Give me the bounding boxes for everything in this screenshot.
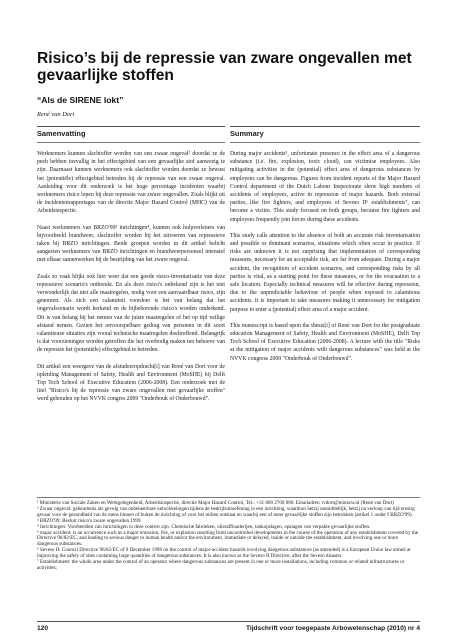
left-column xyxy=(37,126,225,412)
footnote: ⁷ Establishment: the whole area under the control of an operator where dangerous substances are present in one or more installations, including common or related infrastructures or activities; xyxy=(37,559,405,571)
footnote: ⁵ major accident: is an occurrence such as a major emission, fire, or explosion resulting from uncontrolled developments in the course of the operation of any establishment covered by the Directive 96/82/EC, and leading to serious danger to human health and/or the environment, immediate or delayed, inside or outside the establishment, and involving one or more dangerous substances. xyxy=(37,529,419,548)
footnote: ² Zwaar ongeval: gebeurtenis als gevolg van onbeheerbare ontwikkelingen tijdens de bedrijfsuitoefening in een inrichting, waardoor hetzij onmiddellijk, hetzij na verloop van tijd ernstig gevaar voor de gezondheid van de mens binnen of buiten de inrichting of voor het milieu ontstaat en waarbij een of meer gevaarlijke stoffen zijn betrokken (artikel 1 onder f BRZO'99). xyxy=(37,505,415,518)
paragraph: This manuscript is based upon the thesis[i] of René van Dort for the postgraduate education Management of Safety, Health and Environment (MoSHE), Delft Top Tech School of Executive Education (2006-2008). A lecture with the title "Risks at the mitigation of major accidents with dangerous substances" was held at the NVVK congress 2009 "Onderbouk of Onderbouwd". xyxy=(230,322,420,362)
paragraph: Zoals zo vaak blijkt ook hier weer dat een goede risico-inventarisatie van deze repressieve scenario's ontbreekt. En als deze risico's onbekend zijn is het niet verwonderlijk dat niet alle maatregelen, nodig voor een aanvaardbaar risico, zijn genomen. Als zich een calamiteit voordoet is het van belang dat het ongevalscenario wordt herkend en de bijbehorende risico's worden onderkend. Dit is van belang bij het nemen van de juiste maatregelen of het op tijd veilige afstand nemen. Gezien het onvoorspelbare gedrag van personen in dit soort calamiteuze situaties zijn vooral technische maatregelen doeltreffend. Belangrijk is dat voorzieningen worden getroffen die het overbodig maken ten behoeve van de repressie het (potentiële) effectgebied te betreden. xyxy=(37,273,225,354)
section-heading-summary: Summary xyxy=(230,126,420,143)
footnotes xyxy=(37,497,420,572)
footnote: ⁶ Seveso II: Council Directive 96/82/EC of 9 December 1996 on the control of major-accident hazards involving dangerous substances (as amended) is a European Union law aimed at improving the safety of sites containing large quantities of dangerous substances. It is also known as the Seveso II Directive, after the Seveso disaster. xyxy=(37,547,411,560)
right-column xyxy=(230,126,420,371)
paragraph: Dit artikel een weergave van de afstudeeropdracht[i] van René van Dort voor de opleiding Management of Safety, Health and Environment (MoSHE) bij Delft Top Tech School of Executive Education (2006-2008). Een onderzoek met de titel "Risico's bij de repressie van zware ongevallen met gevaarlijke stoffen" werd gehouden op het NVVK congres 2009 "Onderbouk of Onderbouwd". xyxy=(37,363,225,403)
article-title: Risico’s bij de repressie van zware ongevallen met gevaarlijke stoffen xyxy=(37,50,412,84)
article-subtitle: “Als de SIRENE lokt” xyxy=(37,95,124,105)
paragraph: Naast werknemers van BRZO'99³ inrichtingen⁴, kunnen ook hulpverleners van bijvoorbeeld brandweer, slachtoffer worden bij het uitvoeren van repressieve taken bij BRZO inrichtingen. Beide groepen worden in dit artikel belicht aangezien werknemers van BRZO inrichtingen en brandweerpersoneel intensief met elkaar samenwerken bij de bestrijding van het zware ongeval. xyxy=(37,224,225,264)
section-heading-samenvatting: Samenvatting xyxy=(37,126,225,143)
page-number: 120 xyxy=(37,625,49,632)
paragraph: Werknemers kunnen slachtoffer worden van een zwaar ongeval² doordat ze de peeh hebben toevallig in het effectgebied van een gevaarlijke stof aanwezig te zijn. Daarnaast kunnen werknemers ook slachtoffer worden doordat ze bewust het (potentiële) effectgebied betreden bij de repressie van een zwaar ongeval. Aanleiding voor dit onderzoek is het hoge percentage incidenten waarbij werknemers risico lopen bij deze repressie van zware ongevallen. Zoals blijkt uit de incidentenrapportages van de directie Major Hazard Control (MHC) van de Arbeidsinspectie. xyxy=(37,151,225,215)
article-author: René van Dort xyxy=(37,111,75,118)
footnote: ¹ Ministerie van Sociale Zaken en Werkgelegenheid, Arbeidsinspectie, directie Major Hazard Control, Tel.: +31 800 2700 000. Emailadres: rvdort@minszw.nl (René van Dort) xyxy=(37,500,394,506)
paragraph: During major accidents⁵, unfortunate presence in the effect area of a dangerous substance (i.e. fire, explosion, toxic cloud), can victimise employees. Also mitigating activities in the (potential) effect area of dangerous substances by employees can be dangerous. Figures from incident reports of the Major Hazard Control department of the Dutch Labour Inspectorate show high numbers of accidents of employees, active in repression of major hazards. Both external parties, like fire fighters, and employees of Seveso II⁶ establishments⁷, can become a victim. This study focused on both groups, because fire fighters and employees frequently join forces during these accidents. xyxy=(230,151,420,223)
footer-divider xyxy=(37,621,420,622)
journal-name: Tijdschrift voor toegepaste Arbowetenschap (2010) nr 4 xyxy=(245,625,420,632)
paragraph: This study calls attention to the absence of both an accurate risk inventarisation and possible or dominant scenarios, situations which often occur in practice. If risks are unknown it is not surprising that implementation of corresponding measures, necessary for an acceptable risk, are far from adequate. During a major accident, the recognition of accident scenarios, and corresponding risks by all parties is vital, as a starting point for these measures, or for the evacuation to a safe location. Especially technical measures will be effective during repression, due to the unpredictable behaviour of people when exposed to calamitous accidents. It is important to take measures making it unnecessary for mitigation purpose to enter a (potential) effect area of a major accident. xyxy=(230,232,420,313)
footnote: ⁴ Inrichtingen: Voorbeelden van inrichtingen in deze context zijn: Chemische fabrieken, olieraffinaderijen, tankopslagen, opslagen van verpakte gevaarlijke stoffen. xyxy=(37,523,371,530)
footnote: ³ BRZO'99: Besluit risico's zware ongevallen 1999. xyxy=(37,517,142,524)
